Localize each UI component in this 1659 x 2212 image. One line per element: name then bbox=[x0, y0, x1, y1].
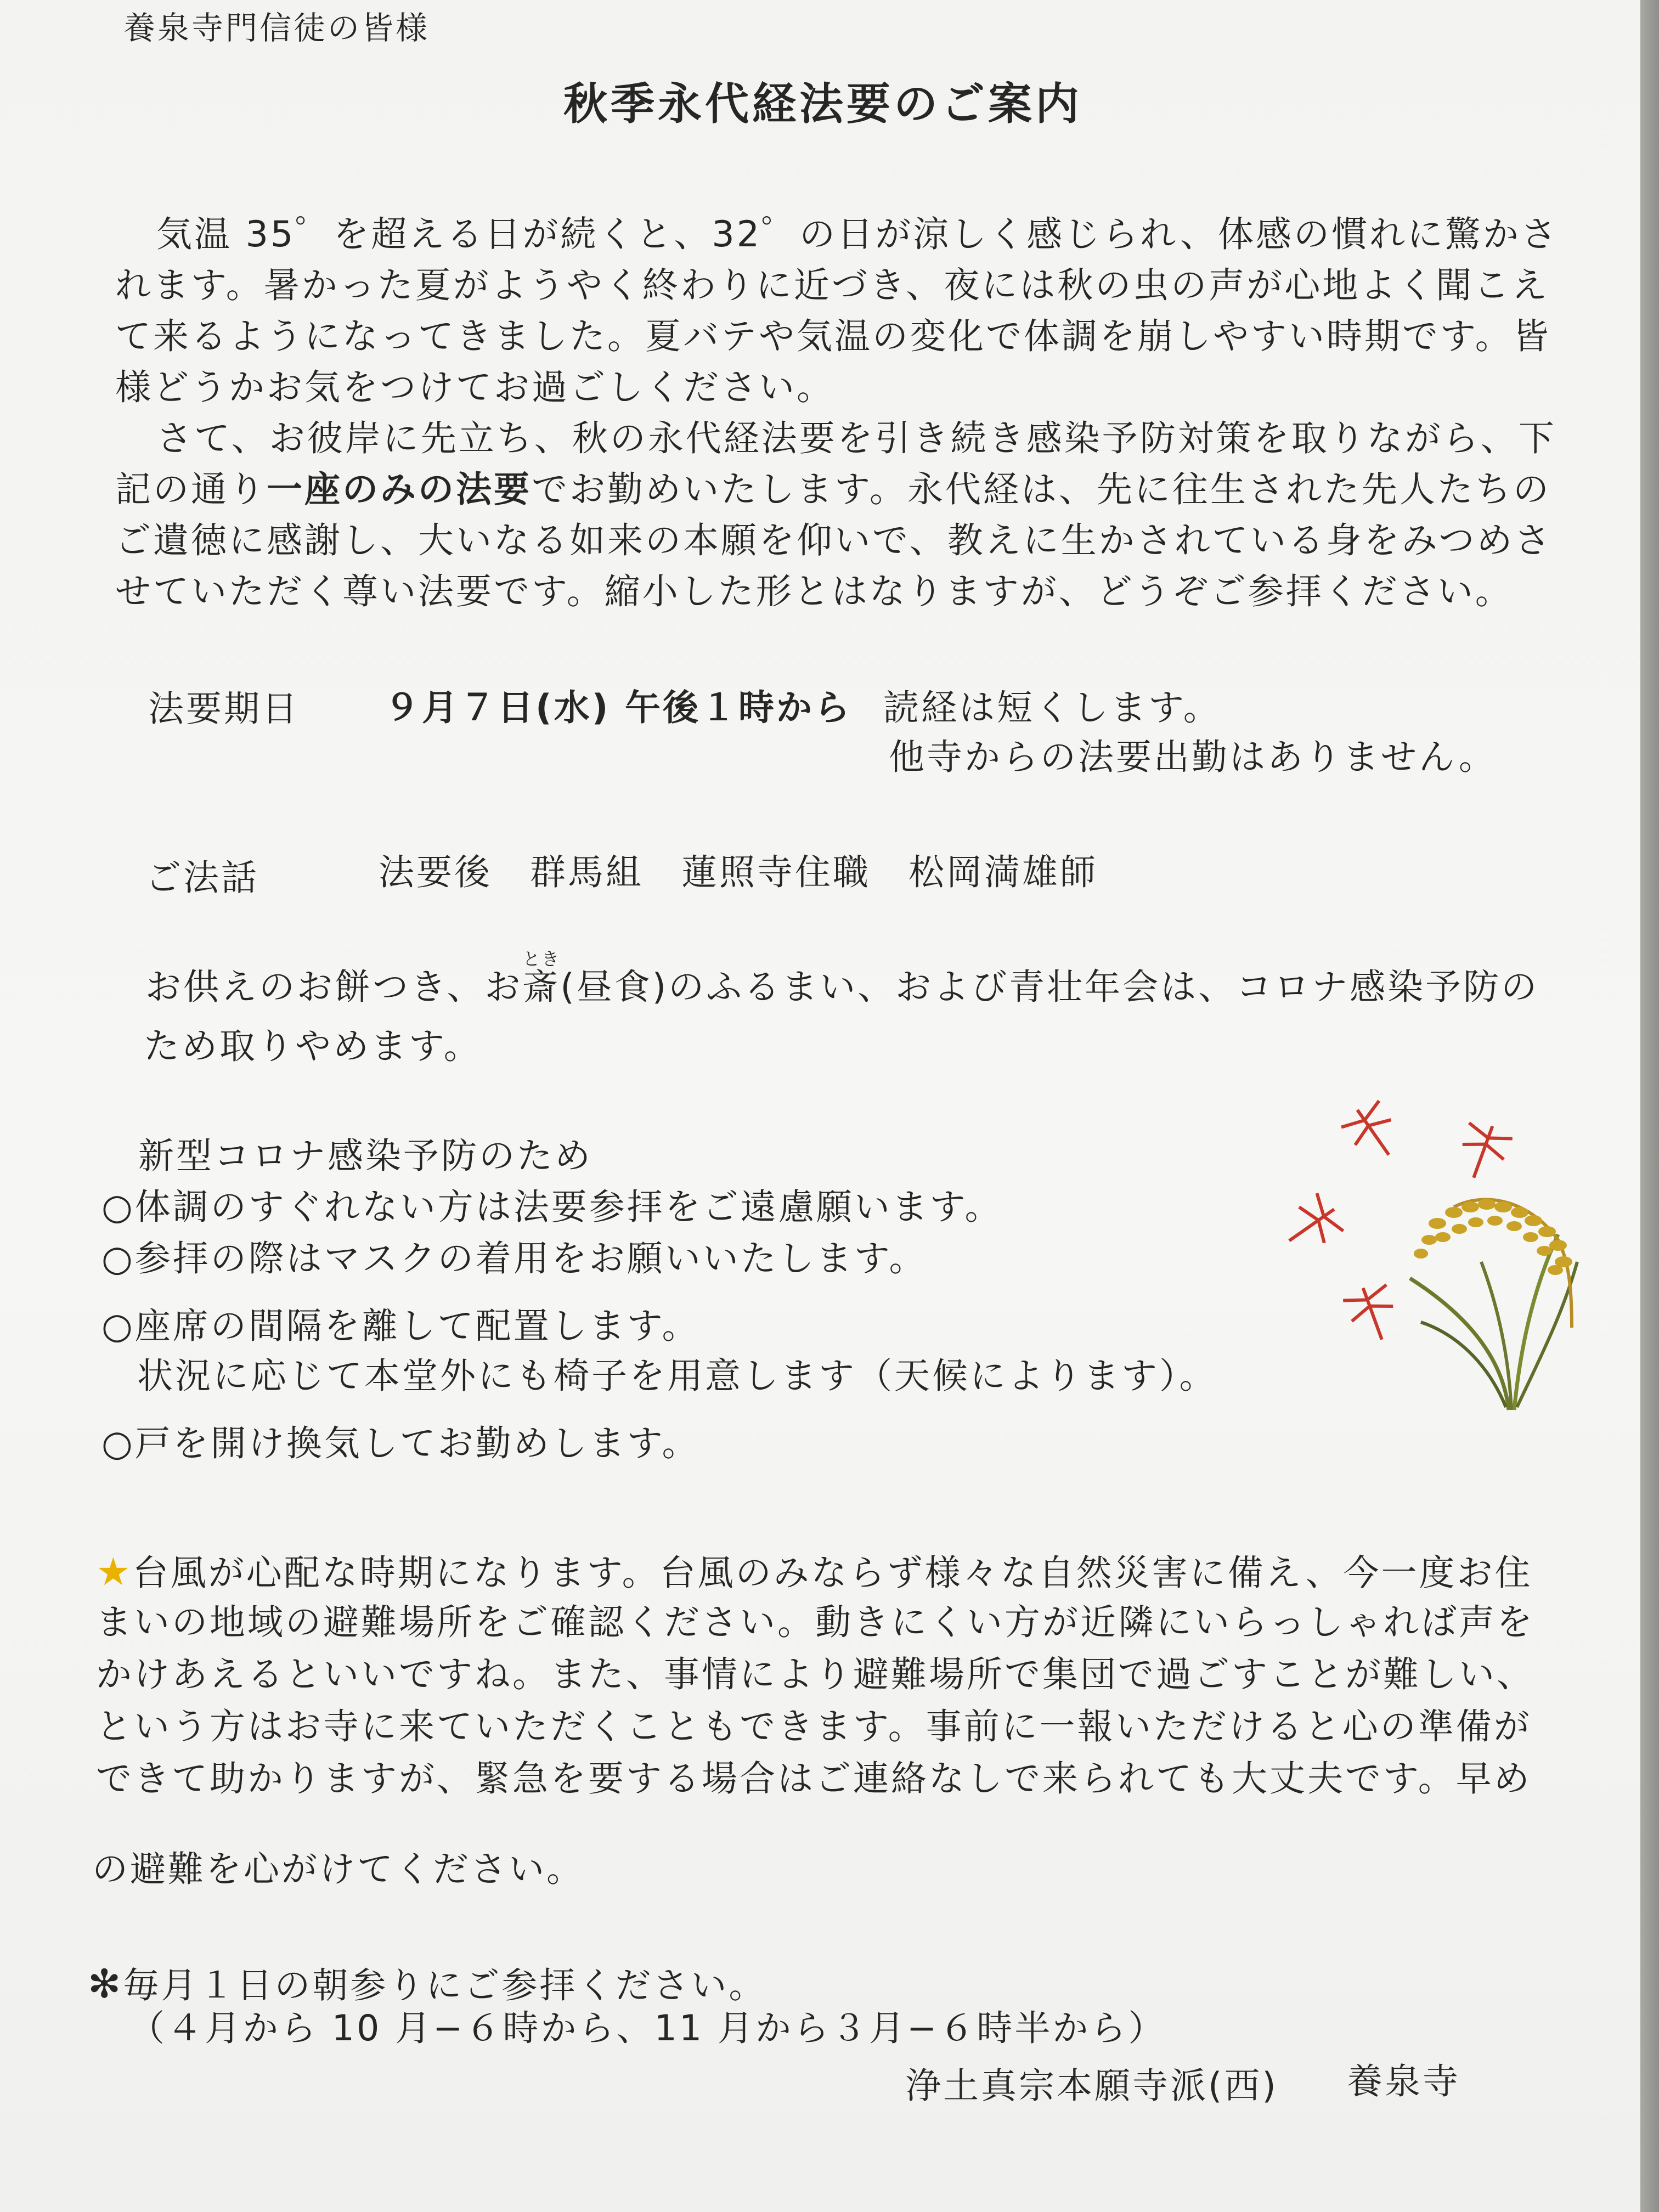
single-service-emphasis: 一座のみの法要 bbox=[267, 469, 532, 510]
typhoon-line-1-text: 台風が心配な時期になります。台風のみならず様々な自然災害に備え、今一度お住 bbox=[132, 1553, 1533, 1594]
intro-line-2: れます。暑かった夏がようやく終わりに近づき、夜には秋の虫の声が心地よく聞こえ bbox=[115, 265, 1550, 306]
morning-line-1-text: 毎月１日の朝参りにご参拝ください。 bbox=[123, 1965, 767, 2006]
offerings-line-2: ため取りやめます。 bbox=[144, 1026, 482, 1067]
covid-heading: 新型コロナ感染予防のため bbox=[138, 1136, 593, 1177]
dragonfly-icon bbox=[1452, 1118, 1514, 1186]
intro-line-7: ご遺徳に感謝し、大いなる如来の本願を仰いで、教えに生かされている身をみつめさ bbox=[115, 520, 1553, 561]
signature-temple: 養泉寺 bbox=[1347, 2061, 1461, 2102]
page-title: 秋季永代経法要のご案内 bbox=[563, 78, 1082, 129]
covid-item-1: ○体調のすぐれない方は法要参拝をご遠慮願います。 bbox=[101, 1187, 1003, 1228]
sermon-label: ご法話 bbox=[145, 857, 259, 899]
intro-line-1: 気温 35゜を超える日が続くと、32゜の日が涼しく感じられ、体感の慣れに驚かさ bbox=[156, 214, 1559, 255]
star-icon: ★ bbox=[96, 1549, 133, 1594]
morning-line-2: （４月から 10 月−６時から、11 月から３月−６時半から） bbox=[129, 2008, 1166, 2049]
offerings-line-1-pre: お供えのお餅つき、お bbox=[145, 967, 523, 1008]
typhoon-line-6: の避難を心がけてください。 bbox=[92, 1849, 585, 1890]
intro-line-3: て来るようになってきました。夏バテや気温の変化で体調を崩しやすい時期です。皆 bbox=[115, 316, 1551, 357]
toki-base: 斎 bbox=[522, 967, 561, 1008]
signature-sect: 浄土真宗本願寺派(西) bbox=[905, 2066, 1278, 2107]
typhoon-line-5: できて助かりますが、緊急を要する場合はご連絡なしで来られても大丈夫です。早め bbox=[96, 1758, 1532, 1799]
schedule-note-1: 読経は短くします。 bbox=[883, 687, 1221, 729]
dragonfly-icon bbox=[1341, 1280, 1403, 1347]
paper-edge bbox=[1640, 0, 1659, 2212]
toki-ruby bbox=[522, 949, 561, 1008]
addressee: 養泉寺門信徒の皆様 bbox=[123, 9, 430, 47]
covid-item-5: ○戸を開け換気してお勤めします。 bbox=[101, 1423, 700, 1464]
rice-plant-icon bbox=[1410, 1199, 1577, 1410]
intro-line-4: 様どうかお気をつけてお過ごしください。 bbox=[115, 367, 835, 408]
dragonfly-icon bbox=[1276, 1190, 1347, 1260]
typhoon-line-2: まいの地域の避難場所をご確認ください。動きにくい方が近隣にいらっしゃれば声を bbox=[96, 1602, 1535, 1643]
dragonfly-icon bbox=[1339, 1097, 1408, 1168]
covid-item-3: ○座席の間隔を離して配置します。 bbox=[101, 1306, 700, 1347]
typhoon-line-1 bbox=[96, 1549, 1533, 1594]
schedule-note-2: 他寺からの法要出勤はありません。 bbox=[889, 737, 1497, 778]
covid-item-4: 状況に応じて本堂外にも椅子を用意します（天候によります）。 bbox=[137, 1356, 1217, 1397]
typhoon-line-4: という方はお寺に来ていただくこともできます。事前に一報いただけると心の準備が bbox=[96, 1706, 1532, 1747]
schedule-label: 法要期日 bbox=[148, 689, 300, 730]
intro-line-6-post: でお勤めいたします。永代経は、先に往生された先人たちの bbox=[532, 469, 1551, 510]
schedule-date: ９月７日(水) 午後１時から bbox=[384, 687, 853, 729]
offerings-line-1 bbox=[145, 949, 1539, 1009]
rice-dragonfly-illustration bbox=[1273, 1097, 1602, 1426]
morning-line-1 bbox=[88, 1961, 767, 2007]
intro-line-6 bbox=[115, 469, 1551, 510]
covid-item-2: ○参拝の際はマスクの着用をお願いいたします。 bbox=[101, 1238, 927, 1279]
toki-reading: とき bbox=[522, 949, 561, 969]
asterisk-icon: ✻ bbox=[88, 1961, 123, 2007]
intro-line-8: せていただく尊い法要です。縮小した形とはなりますが、どうぞご参拝ください。 bbox=[115, 571, 1513, 612]
sermon-detail: 法要後 群馬組 蓮照寺住職 松岡満雄師 bbox=[379, 852, 1098, 893]
intro-line-5: さて、お彼岸に先立ち、秋の永代経法要を引き続き感染予防対策を取りながら、下 bbox=[156, 418, 1556, 459]
typhoon-line-3: かけあえるといいですね。また、事情により避難場所で集団で過ごすことが難しい、 bbox=[96, 1654, 1535, 1695]
offerings-line-1-post: (昼食)のふるまい、および青壮年会は、コロナ感染予防の bbox=[560, 967, 1539, 1008]
intro-line-6-pre: 記の通り bbox=[115, 469, 267, 510]
